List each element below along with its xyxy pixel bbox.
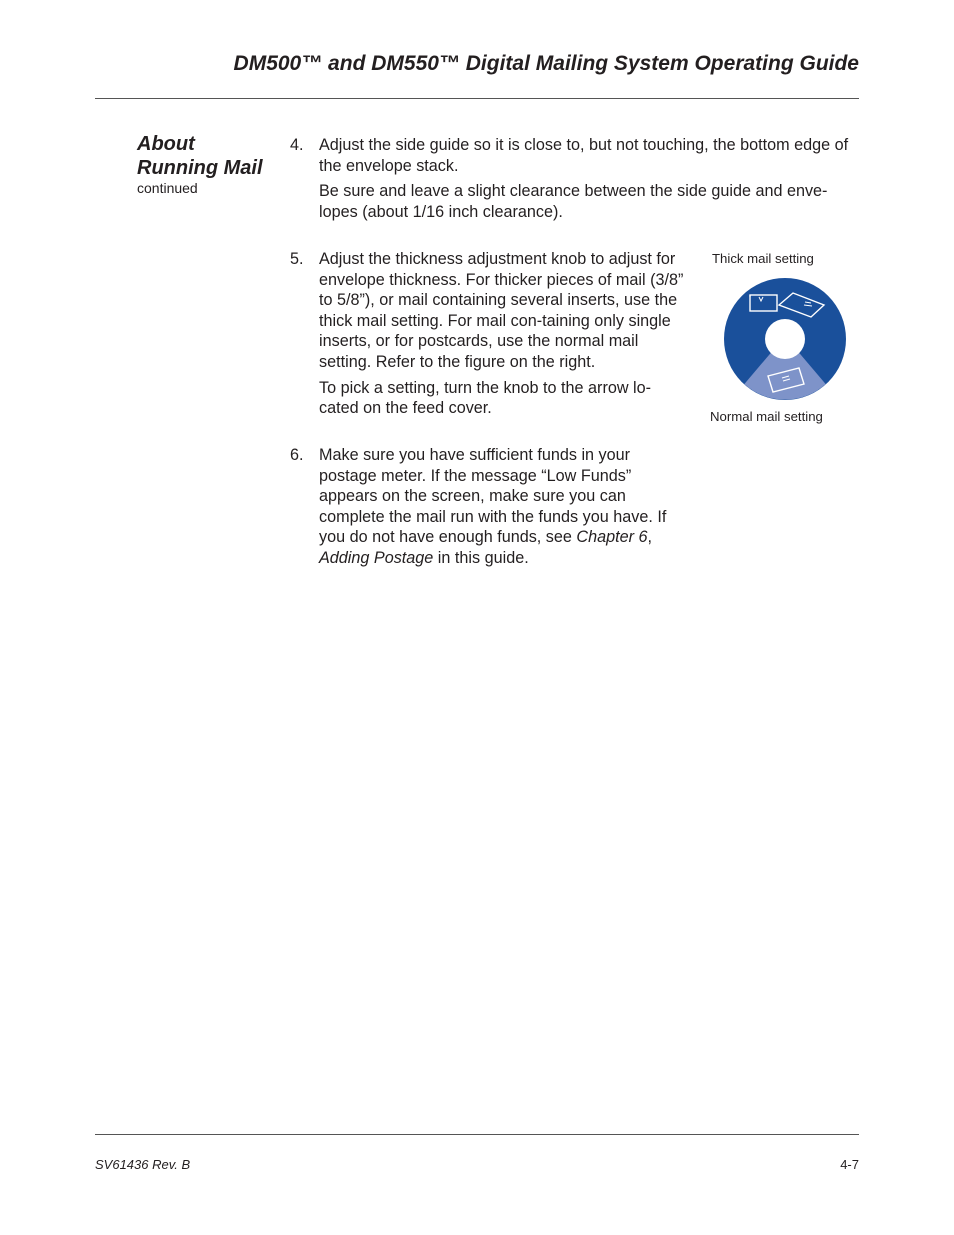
reference-separator: , bbox=[647, 528, 652, 547]
step-4-paragraph-2: Be sure and leave a slight clearance between the side guide and enve-lopes (about 1/16 inch clearance). bbox=[319, 182, 828, 221]
section-heading bbox=[137, 132, 287, 196]
step-5-paragraph-1: Adjust the thickness adjustment knob to adjust for envelope thickness. For thicker pieces of mail (3/8” to 5/8”), or mail containing several inserts, use the thick mail setting. For mail con-taining only single inserts, or for postcards, use the normal mail setting. Refer to the figure on the right. bbox=[319, 250, 684, 371]
knob-center bbox=[765, 319, 805, 359]
step-6-paragraph bbox=[319, 445, 685, 569]
step-number: 5. bbox=[290, 250, 304, 268]
section-subtitle: continued bbox=[137, 180, 198, 196]
header-divider bbox=[95, 98, 859, 99]
document-id: SV61436 Rev. B bbox=[95, 1157, 191, 1172]
footer-divider bbox=[95, 1134, 859, 1135]
step-number: 4. bbox=[290, 136, 304, 154]
step-5-paragraph-2: To pick a setting, turn the knob to the arrow lo-cated on the feed cover. bbox=[319, 378, 652, 418]
section-title-line1: About bbox=[137, 133, 195, 155]
thick-mail-label: Thick mail setting bbox=[712, 251, 814, 266]
page-title: DM500™ and DM550™ Digital Mailing System Operating Guide bbox=[233, 52, 859, 75]
page-number: 4-7 bbox=[840, 1157, 859, 1172]
step-4-paragraph-1: Adjust the side guide so it is close to, but not touching, the bottom edge of the envelope stack. bbox=[319, 136, 849, 175]
normal-mail-label: Normal mail setting bbox=[710, 409, 823, 424]
step-6 bbox=[290, 445, 685, 569]
chapter-reference: Chapter 6 bbox=[576, 528, 648, 547]
chapter-title-reference: Adding Postage bbox=[319, 548, 434, 567]
thickness-knob-figure bbox=[723, 277, 847, 401]
step-number: 6. bbox=[290, 446, 304, 464]
section-title-line2: Running Mail bbox=[137, 157, 263, 179]
step-5 bbox=[290, 249, 685, 419]
step-4 bbox=[290, 135, 862, 222]
step-6-text-end: in this guide. bbox=[433, 548, 529, 567]
step-6-text: Make sure you have sufficient funds in your postage meter. If the message “Low Funds” appears on the screen, make sure you can complete the mail run with the funds you have. If you do not have enough funds, see bbox=[319, 446, 667, 547]
